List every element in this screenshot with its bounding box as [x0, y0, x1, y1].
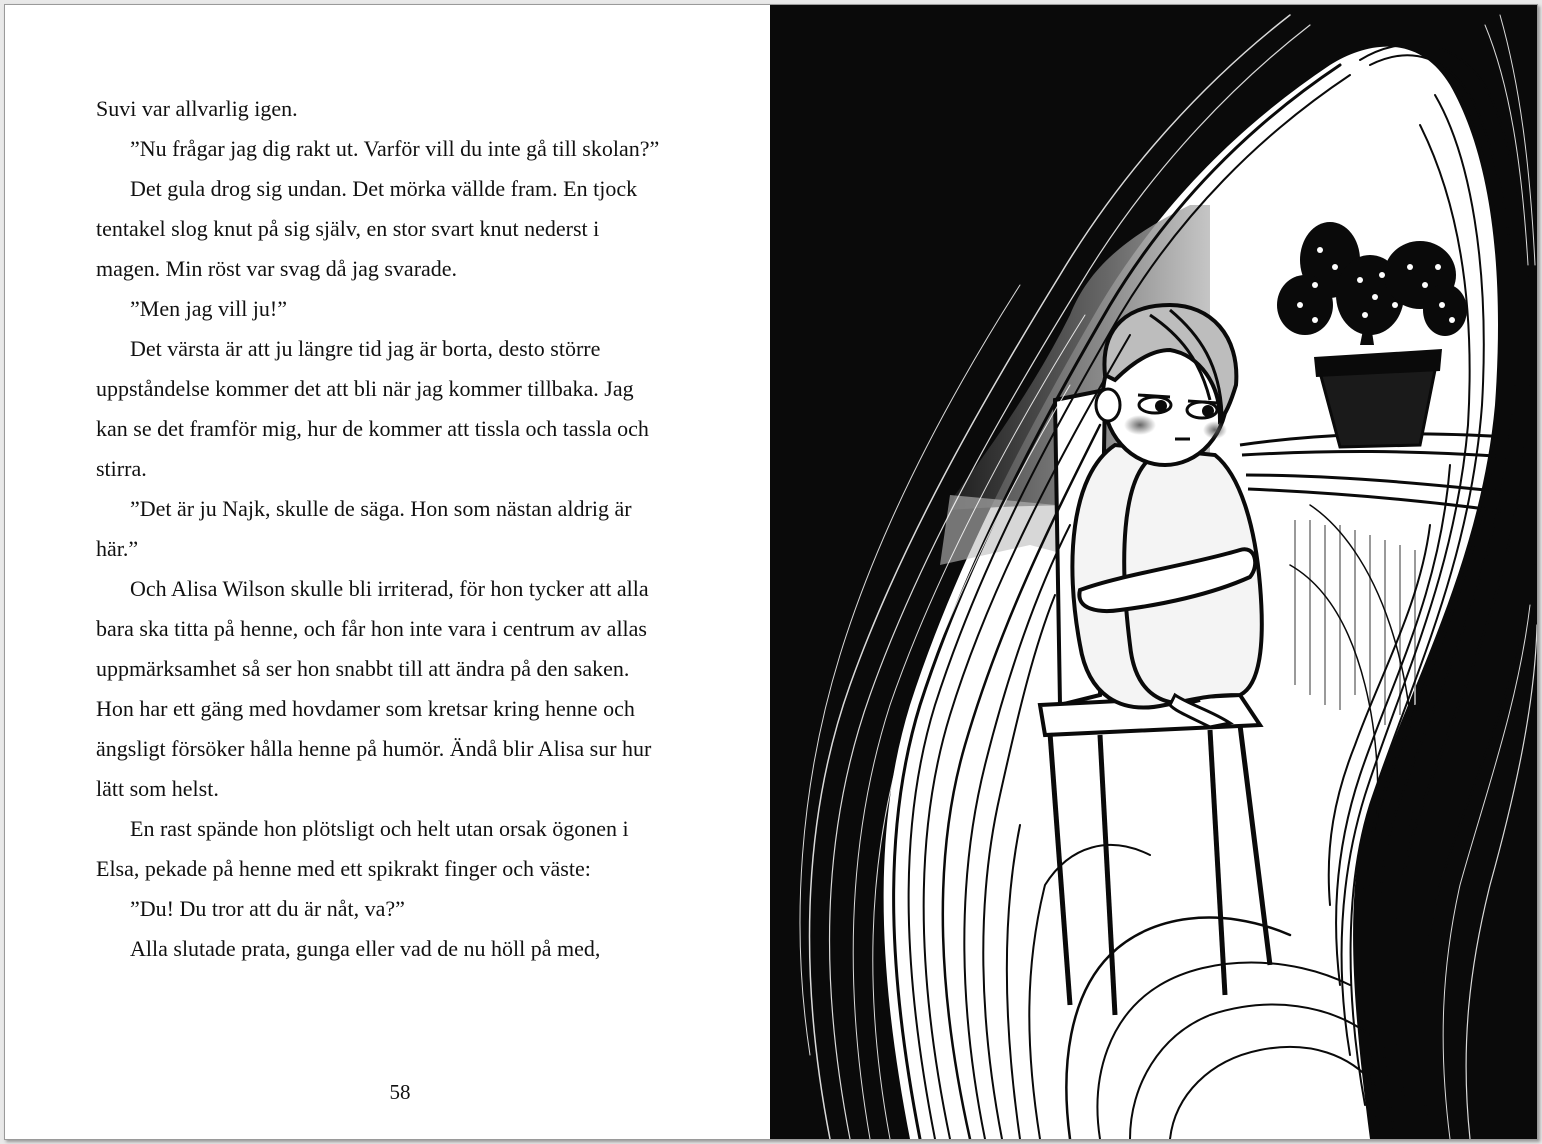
- paragraph-8: En rast spände hon plötsligt och helt utan orsak ögonen i Elsa, pekade på henne med ett spikrakt finger och väste:: [96, 816, 629, 881]
- paragraph-10: Alla slutade prata, gunga eller vad de nu höll på med,: [130, 936, 601, 961]
- paragraph-1: Suvi var allvarlig igen.: [96, 96, 298, 121]
- illustration-page: [770, 5, 1537, 1139]
- body-text: [96, 89, 666, 969]
- page-number: 58: [389, 1080, 411, 1104]
- paragraph-3: Det gula drog sig undan. Det mörka vällde fram. En tjock tentakel slog knut på sig själv, en stor svart knut nederst i magen. Min röst var svag då jag svarade.: [96, 176, 638, 281]
- left-page: [5, 5, 770, 1139]
- paragraph-4: ”Men jag vill ju!”: [130, 296, 288, 321]
- book-spread: [4, 4, 1538, 1140]
- paragraph-2: ”Nu frågar jag dig rakt ut. Varför vill du inte gå till skolan?”: [130, 136, 660, 161]
- illustration-girl-on-chair: [770, 5, 1537, 1139]
- paragraph-5: Det värsta är att ju längre tid jag är borta, desto större uppståndelse kommer det att bli när jag kommer tillbaka. Jag kan se det framför mig, hur de kommer att tissla och tassla och stirra.: [96, 336, 649, 481]
- paragraph-6: ”Det är ju Najk, skulle de säga. Hon som nästan aldrig är här.”: [96, 496, 632, 561]
- paragraph-7: Och Alisa Wilson skulle bli irriterad, för hon tycker att alla bara ska titta på henne, och får hon inte vara i centrum av allas uppmärksamhet så ser hon snabbt till att ändra på den saken. Hon har ett gäng med hovdamer som kretsar kring henne och ängsligt försöker hålla henne på humör. Ändå blir Alisa sur hur lätt som helst.: [96, 576, 652, 801]
- paragraph-9: ”Du! Du tror att du är nåt, va?”: [130, 896, 405, 921]
